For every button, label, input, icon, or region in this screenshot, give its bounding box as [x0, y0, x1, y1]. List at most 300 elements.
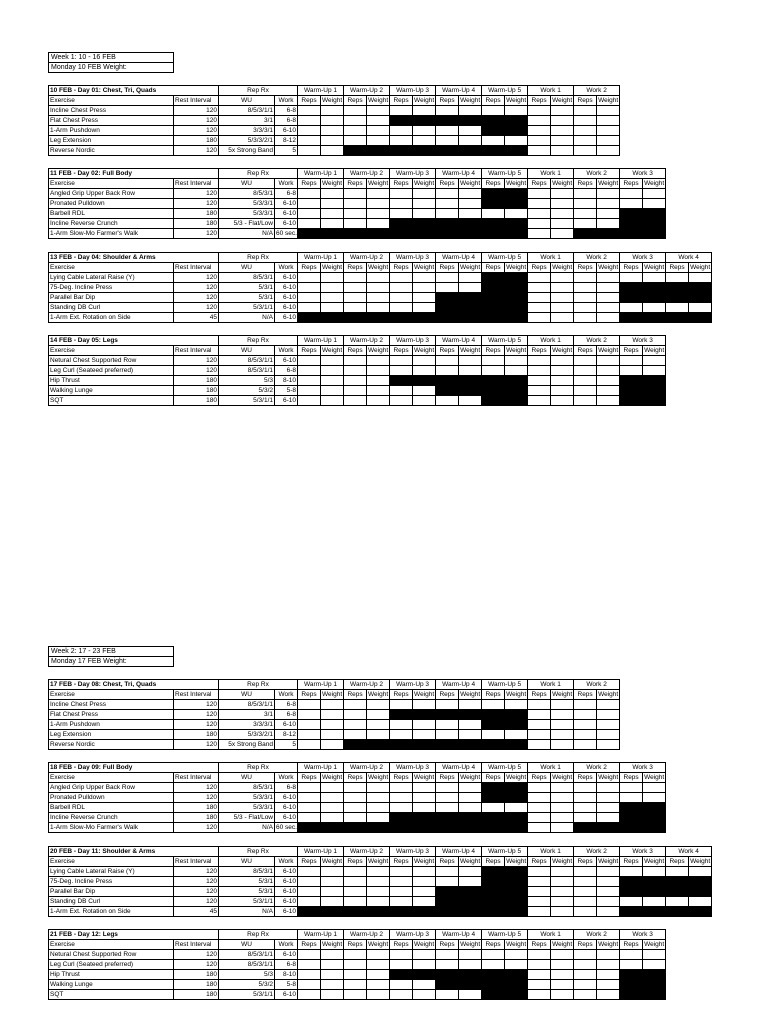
reps-entry-cell[interactable]	[390, 960, 413, 970]
weight-entry-cell[interactable]	[551, 950, 574, 960]
weight-entry-cell[interactable]	[551, 189, 574, 199]
weight-entry-cell[interactable]	[321, 293, 344, 303]
weight-entry-cell[interactable]	[505, 106, 528, 116]
reps-entry-cell[interactable]	[574, 356, 597, 366]
weight-entry-cell[interactable]	[505, 803, 528, 813]
reps-entry-cell[interactable]	[298, 970, 321, 980]
reps-entry-cell[interactable]	[390, 950, 413, 960]
weight-entry-cell[interactable]	[551, 793, 574, 803]
weight-entry-cell[interactable]	[551, 740, 574, 750]
weight-entry-cell[interactable]	[597, 146, 620, 156]
reps-entry-cell[interactable]	[344, 793, 367, 803]
reps-entry-cell[interactable]	[574, 219, 597, 229]
weight-entry-cell[interactable]	[597, 219, 620, 229]
reps-entry-cell[interactable]	[436, 366, 459, 376]
weight-entry-cell[interactable]	[321, 720, 344, 730]
reps-entry-cell[interactable]	[574, 376, 597, 386]
weight-entry-cell[interactable]	[413, 867, 436, 877]
weight-entry-cell[interactable]	[551, 106, 574, 116]
weight-entry-cell[interactable]	[321, 146, 344, 156]
reps-entry-cell[interactable]	[574, 960, 597, 970]
reps-entry-cell[interactable]	[344, 199, 367, 209]
weight-entry-cell[interactable]	[551, 273, 574, 283]
weight-entry-cell[interactable]	[367, 106, 390, 116]
weight-entry-cell[interactable]	[551, 710, 574, 720]
weight-entry-cell[interactable]	[551, 116, 574, 126]
reps-entry-cell[interactable]	[528, 313, 551, 323]
weight-entry-cell[interactable]	[551, 146, 574, 156]
weight-entry-cell[interactable]	[413, 783, 436, 793]
reps-entry-cell[interactable]	[390, 720, 413, 730]
weight-entry-cell[interactable]	[413, 209, 436, 219]
weight-entry-cell[interactable]	[459, 730, 482, 740]
weight-entry-cell[interactable]	[413, 877, 436, 887]
weight-entry-cell[interactable]	[413, 980, 436, 990]
weight-entry-cell[interactable]	[413, 730, 436, 740]
reps-entry-cell[interactable]	[344, 386, 367, 396]
reps-entry-cell[interactable]	[574, 950, 597, 960]
reps-entry-cell[interactable]	[528, 867, 551, 877]
weight-entry-cell[interactable]	[597, 356, 620, 366]
weight-entry-cell[interactable]	[505, 209, 528, 219]
weight-entry-cell[interactable]	[551, 386, 574, 396]
reps-entry-cell[interactable]	[390, 283, 413, 293]
reps-entry-cell[interactable]	[436, 209, 459, 219]
weight-entry-cell[interactable]	[321, 803, 344, 813]
weight-entry-cell[interactable]	[551, 897, 574, 907]
reps-entry-cell[interactable]	[344, 990, 367, 1000]
reps-entry-cell[interactable]	[298, 396, 321, 406]
reps-entry-cell[interactable]	[528, 293, 551, 303]
reps-entry-cell[interactable]	[528, 813, 551, 823]
reps-entry-cell[interactable]	[390, 386, 413, 396]
reps-entry-cell[interactable]	[344, 293, 367, 303]
weight-entry-cell[interactable]	[459, 793, 482, 803]
reps-entry-cell[interactable]	[298, 303, 321, 313]
reps-entry-cell[interactable]	[298, 990, 321, 1000]
weight-entry-cell[interactable]	[643, 356, 666, 366]
reps-entry-cell[interactable]	[528, 356, 551, 366]
reps-entry-cell[interactable]	[390, 126, 413, 136]
reps-entry-cell[interactable]	[344, 126, 367, 136]
reps-entry-cell[interactable]	[344, 813, 367, 823]
weight-entry-cell[interactable]	[459, 720, 482, 730]
weight-entry-cell[interactable]	[413, 396, 436, 406]
weight-entry-cell[interactable]	[321, 970, 344, 980]
reps-entry-cell[interactable]	[436, 199, 459, 209]
reps-entry-cell[interactable]	[390, 887, 413, 897]
reps-entry-cell[interactable]	[390, 199, 413, 209]
weight-entry-cell[interactable]	[367, 793, 390, 803]
weight-entry-cell[interactable]	[413, 897, 436, 907]
weight-entry-cell[interactable]	[459, 867, 482, 877]
reps-entry-cell[interactable]	[344, 219, 367, 229]
reps-entry-cell[interactable]	[574, 783, 597, 793]
weight-entry-cell[interactable]	[367, 970, 390, 980]
reps-entry-cell[interactable]	[436, 803, 459, 813]
reps-entry-cell[interactable]	[666, 867, 689, 877]
weight-entry-cell[interactable]	[321, 356, 344, 366]
weight-entry-cell[interactable]	[413, 356, 436, 366]
weight-entry-cell[interactable]	[597, 293, 620, 303]
weight-entry-cell[interactable]	[597, 990, 620, 1000]
weight-entry-cell[interactable]	[551, 136, 574, 146]
weight-entry-cell[interactable]	[367, 293, 390, 303]
weight-entry-cell[interactable]	[413, 189, 436, 199]
reps-entry-cell[interactable]	[620, 199, 643, 209]
weight-entry-cell[interactable]	[321, 730, 344, 740]
reps-entry-cell[interactable]	[574, 710, 597, 720]
weight-entry-cell[interactable]	[413, 793, 436, 803]
reps-entry-cell[interactable]	[390, 303, 413, 313]
weight-entry-cell[interactable]	[367, 710, 390, 720]
weight-entry-cell[interactable]	[367, 136, 390, 146]
reps-entry-cell[interactable]	[298, 106, 321, 116]
reps-entry-cell[interactable]	[298, 793, 321, 803]
weight-entry-cell[interactable]	[367, 783, 390, 793]
weight-entry-cell[interactable]	[413, 990, 436, 1000]
reps-entry-cell[interactable]	[620, 356, 643, 366]
reps-entry-cell[interactable]	[344, 950, 367, 960]
reps-entry-cell[interactable]	[344, 366, 367, 376]
reps-entry-cell[interactable]	[620, 189, 643, 199]
weight-entry-cell[interactable]	[551, 803, 574, 813]
weight-entry-cell[interactable]	[367, 990, 390, 1000]
weight-entry-cell[interactable]	[643, 793, 666, 803]
reps-entry-cell[interactable]	[574, 897, 597, 907]
reps-entry-cell[interactable]	[528, 950, 551, 960]
reps-entry-cell[interactable]	[298, 710, 321, 720]
reps-entry-cell[interactable]	[620, 897, 643, 907]
weight-entry-cell[interactable]	[321, 980, 344, 990]
weight-entry-cell[interactable]	[643, 897, 666, 907]
weight-entry-cell[interactable]	[551, 823, 574, 833]
weight-entry-cell[interactable]	[551, 783, 574, 793]
reps-entry-cell[interactable]	[344, 970, 367, 980]
weight-entry-cell[interactable]	[459, 106, 482, 116]
reps-entry-cell[interactable]	[528, 366, 551, 376]
reps-entry-cell[interactable]	[574, 700, 597, 710]
weight-entry-cell[interactable]	[551, 219, 574, 229]
reps-entry-cell[interactable]	[298, 720, 321, 730]
reps-entry-cell[interactable]	[298, 126, 321, 136]
reps-entry-cell[interactable]	[436, 700, 459, 710]
weight-entry-cell[interactable]	[459, 189, 482, 199]
weight-entry-cell[interactable]	[551, 970, 574, 980]
weight-entry-cell[interactable]	[597, 386, 620, 396]
reps-entry-cell[interactable]	[344, 730, 367, 740]
reps-entry-cell[interactable]	[298, 189, 321, 199]
weight-entry-cell[interactable]	[597, 106, 620, 116]
weight-entry-cell[interactable]	[413, 887, 436, 897]
reps-entry-cell[interactable]	[390, 209, 413, 219]
reps-entry-cell[interactable]	[574, 313, 597, 323]
reps-entry-cell[interactable]	[344, 303, 367, 313]
reps-entry-cell[interactable]	[344, 980, 367, 990]
reps-entry-cell[interactable]	[344, 867, 367, 877]
weight-entry-cell[interactable]	[321, 126, 344, 136]
weight-entry-cell[interactable]	[551, 867, 574, 877]
weight-entry-cell[interactable]	[367, 980, 390, 990]
reps-entry-cell[interactable]	[574, 189, 597, 199]
weight-entry-cell[interactable]	[597, 136, 620, 146]
weight-entry-cell[interactable]	[505, 960, 528, 970]
reps-entry-cell[interactable]	[390, 730, 413, 740]
reps-entry-cell[interactable]	[528, 793, 551, 803]
weight-entry-cell[interactable]	[367, 376, 390, 386]
reps-entry-cell[interactable]	[574, 136, 597, 146]
reps-entry-cell[interactable]	[436, 189, 459, 199]
weight-entry-cell[interactable]	[413, 273, 436, 283]
weight-entry-cell[interactable]	[321, 960, 344, 970]
weight-entry-cell[interactable]	[321, 700, 344, 710]
reps-entry-cell[interactable]	[482, 366, 505, 376]
reps-entry-cell[interactable]	[436, 283, 459, 293]
reps-entry-cell[interactable]	[344, 897, 367, 907]
weight-entry-cell[interactable]	[597, 720, 620, 730]
reps-entry-cell[interactable]	[528, 970, 551, 980]
weight-entry-cell[interactable]	[367, 720, 390, 730]
weight-entry-cell[interactable]	[551, 376, 574, 386]
reps-entry-cell[interactable]	[344, 887, 367, 897]
weight-entry-cell[interactable]	[367, 209, 390, 219]
weight-entry-cell[interactable]	[459, 126, 482, 136]
reps-entry-cell[interactable]	[344, 116, 367, 126]
reps-entry-cell[interactable]	[298, 293, 321, 303]
reps-entry-cell[interactable]	[528, 710, 551, 720]
weight-entry-cell[interactable]	[367, 386, 390, 396]
reps-entry-cell[interactable]	[574, 793, 597, 803]
weight-entry-cell[interactable]	[367, 126, 390, 136]
reps-entry-cell[interactable]	[528, 396, 551, 406]
weight-entry-cell[interactable]	[367, 897, 390, 907]
reps-entry-cell[interactable]	[344, 283, 367, 293]
reps-entry-cell[interactable]	[298, 199, 321, 209]
reps-entry-cell[interactable]	[436, 877, 459, 887]
weight-entry-cell[interactable]	[321, 897, 344, 907]
reps-entry-cell[interactable]	[482, 730, 505, 740]
reps-entry-cell[interactable]	[298, 136, 321, 146]
weight-entry-cell[interactable]	[505, 730, 528, 740]
reps-entry-cell[interactable]	[390, 136, 413, 146]
reps-entry-cell[interactable]	[574, 803, 597, 813]
reps-entry-cell[interactable]	[528, 126, 551, 136]
reps-entry-cell[interactable]	[298, 740, 321, 750]
reps-entry-cell[interactable]	[436, 106, 459, 116]
weight-entry-cell[interactable]	[413, 700, 436, 710]
weight-entry-cell[interactable]	[551, 313, 574, 323]
reps-entry-cell[interactable]	[574, 730, 597, 740]
reps-entry-cell[interactable]	[298, 366, 321, 376]
reps-entry-cell[interactable]	[390, 867, 413, 877]
reps-entry-cell[interactable]	[344, 106, 367, 116]
reps-entry-cell[interactable]	[390, 990, 413, 1000]
reps-entry-cell[interactable]	[344, 273, 367, 283]
reps-entry-cell[interactable]	[620, 783, 643, 793]
reps-entry-cell[interactable]	[344, 396, 367, 406]
weight-entry-cell[interactable]	[413, 950, 436, 960]
reps-entry-cell[interactable]	[528, 303, 551, 313]
weight-entry-cell[interactable]	[597, 980, 620, 990]
reps-entry-cell[interactable]	[298, 700, 321, 710]
reps-entry-cell[interactable]	[390, 396, 413, 406]
reps-entry-cell[interactable]	[482, 106, 505, 116]
weight-entry-cell[interactable]	[459, 950, 482, 960]
weight-entry-cell[interactable]	[597, 740, 620, 750]
reps-entry-cell[interactable]	[344, 803, 367, 813]
reps-entry-cell[interactable]	[436, 960, 459, 970]
weight-entry-cell[interactable]	[597, 189, 620, 199]
weight-entry-cell[interactable]	[597, 209, 620, 219]
weight-entry-cell[interactable]	[321, 396, 344, 406]
reps-entry-cell[interactable]	[344, 209, 367, 219]
reps-entry-cell[interactable]	[436, 136, 459, 146]
reps-entry-cell[interactable]	[390, 877, 413, 887]
weight-entry-cell[interactable]	[551, 700, 574, 710]
weight-entry-cell[interactable]	[643, 867, 666, 877]
weight-entry-cell[interactable]	[459, 366, 482, 376]
reps-entry-cell[interactable]	[390, 700, 413, 710]
reps-entry-cell[interactable]	[390, 356, 413, 366]
reps-entry-cell[interactable]	[298, 813, 321, 823]
reps-entry-cell[interactable]	[298, 356, 321, 366]
weight-entry-cell[interactable]	[321, 219, 344, 229]
reps-entry-cell[interactable]	[528, 730, 551, 740]
reps-entry-cell[interactable]	[528, 720, 551, 730]
reps-entry-cell[interactable]	[620, 950, 643, 960]
reps-entry-cell[interactable]	[620, 366, 643, 376]
weight-entry-cell[interactable]	[551, 990, 574, 1000]
reps-entry-cell[interactable]	[528, 990, 551, 1000]
reps-entry-cell[interactable]	[390, 980, 413, 990]
reps-entry-cell[interactable]	[298, 116, 321, 126]
reps-entry-cell[interactable]	[574, 867, 597, 877]
reps-entry-cell[interactable]	[344, 136, 367, 146]
weight-entry-cell[interactable]	[689, 897, 712, 907]
weight-entry-cell[interactable]	[459, 396, 482, 406]
weight-entry-cell[interactable]	[367, 803, 390, 813]
reps-entry-cell[interactable]	[482, 960, 505, 970]
weight-entry-cell[interactable]	[597, 867, 620, 877]
reps-entry-cell[interactable]	[298, 209, 321, 219]
weight-entry-cell[interactable]	[459, 199, 482, 209]
reps-entry-cell[interactable]	[574, 907, 597, 917]
weight-entry-cell[interactable]	[551, 813, 574, 823]
reps-entry-cell[interactable]	[298, 146, 321, 156]
weight-entry-cell[interactable]	[321, 990, 344, 1000]
weight-entry-cell[interactable]	[597, 783, 620, 793]
weight-entry-cell[interactable]	[551, 887, 574, 897]
weight-entry-cell[interactable]	[413, 283, 436, 293]
reps-entry-cell[interactable]	[482, 209, 505, 219]
reps-entry-cell[interactable]	[344, 877, 367, 887]
weight-entry-cell[interactable]	[597, 710, 620, 720]
weight-entry-cell[interactable]	[367, 356, 390, 366]
reps-entry-cell[interactable]	[574, 386, 597, 396]
reps-entry-cell[interactable]	[298, 783, 321, 793]
weight-entry-cell[interactable]	[643, 783, 666, 793]
reps-entry-cell[interactable]	[620, 303, 643, 313]
reps-entry-cell[interactable]	[528, 980, 551, 990]
weight-entry-cell[interactable]	[505, 950, 528, 960]
reps-entry-cell[interactable]	[574, 126, 597, 136]
reps-entry-cell[interactable]	[298, 950, 321, 960]
weight-entry-cell[interactable]	[459, 990, 482, 1000]
reps-entry-cell[interactable]	[436, 356, 459, 366]
reps-entry-cell[interactable]	[482, 950, 505, 960]
reps-entry-cell[interactable]	[482, 700, 505, 710]
weight-entry-cell[interactable]	[367, 700, 390, 710]
weight-entry-cell[interactable]	[321, 376, 344, 386]
weight-entry-cell[interactable]	[597, 887, 620, 897]
weight-entry-cell[interactable]	[321, 710, 344, 720]
weight-entry-cell[interactable]	[505, 356, 528, 366]
reps-entry-cell[interactable]	[436, 990, 459, 1000]
reps-entry-cell[interactable]	[344, 700, 367, 710]
reps-entry-cell[interactable]	[666, 273, 689, 283]
weight-entry-cell[interactable]	[413, 803, 436, 813]
reps-entry-cell[interactable]	[344, 783, 367, 793]
reps-entry-cell[interactable]	[620, 273, 643, 283]
reps-entry-cell[interactable]	[390, 783, 413, 793]
weight-entry-cell[interactable]	[689, 867, 712, 877]
weight-entry-cell[interactable]	[367, 960, 390, 970]
weight-entry-cell[interactable]	[597, 813, 620, 823]
weight-entry-cell[interactable]	[597, 950, 620, 960]
reps-entry-cell[interactable]	[528, 106, 551, 116]
weight-entry-cell[interactable]	[321, 386, 344, 396]
reps-entry-cell[interactable]	[298, 219, 321, 229]
reps-entry-cell[interactable]	[574, 293, 597, 303]
reps-entry-cell[interactable]	[298, 386, 321, 396]
reps-entry-cell[interactable]	[528, 229, 551, 239]
weight-entry-cell[interactable]	[321, 867, 344, 877]
weight-entry-cell[interactable]	[597, 376, 620, 386]
weight-entry-cell[interactable]	[413, 386, 436, 396]
reps-entry-cell[interactable]	[620, 867, 643, 877]
reps-entry-cell[interactable]	[436, 396, 459, 406]
reps-entry-cell[interactable]	[574, 970, 597, 980]
reps-entry-cell[interactable]	[528, 783, 551, 793]
reps-entry-cell[interactable]	[436, 867, 459, 877]
weight-entry-cell[interactable]	[551, 303, 574, 313]
weight-entry-cell[interactable]	[413, 366, 436, 376]
weight-entry-cell[interactable]	[413, 960, 436, 970]
weight-entry-cell[interactable]	[321, 273, 344, 283]
reps-entry-cell[interactable]	[574, 273, 597, 283]
weight-entry-cell[interactable]	[321, 740, 344, 750]
weight-entry-cell[interactable]	[459, 356, 482, 366]
reps-entry-cell[interactable]	[528, 740, 551, 750]
weight-entry-cell[interactable]	[551, 356, 574, 366]
reps-entry-cell[interactable]	[574, 877, 597, 887]
weight-entry-cell[interactable]	[551, 960, 574, 970]
reps-entry-cell[interactable]	[528, 209, 551, 219]
reps-entry-cell[interactable]	[436, 273, 459, 283]
weight-entry-cell[interactable]	[321, 136, 344, 146]
reps-entry-cell[interactable]	[574, 303, 597, 313]
reps-entry-cell[interactable]	[620, 960, 643, 970]
weight-entry-cell[interactable]	[551, 366, 574, 376]
weight-entry-cell[interactable]	[321, 366, 344, 376]
weight-entry-cell[interactable]	[643, 273, 666, 283]
reps-entry-cell[interactable]	[620, 793, 643, 803]
weight-entry-cell[interactable]	[321, 887, 344, 897]
weight-entry-cell[interactable]	[551, 126, 574, 136]
reps-entry-cell[interactable]	[298, 980, 321, 990]
weight-entry-cell[interactable]	[367, 116, 390, 126]
reps-entry-cell[interactable]	[574, 887, 597, 897]
